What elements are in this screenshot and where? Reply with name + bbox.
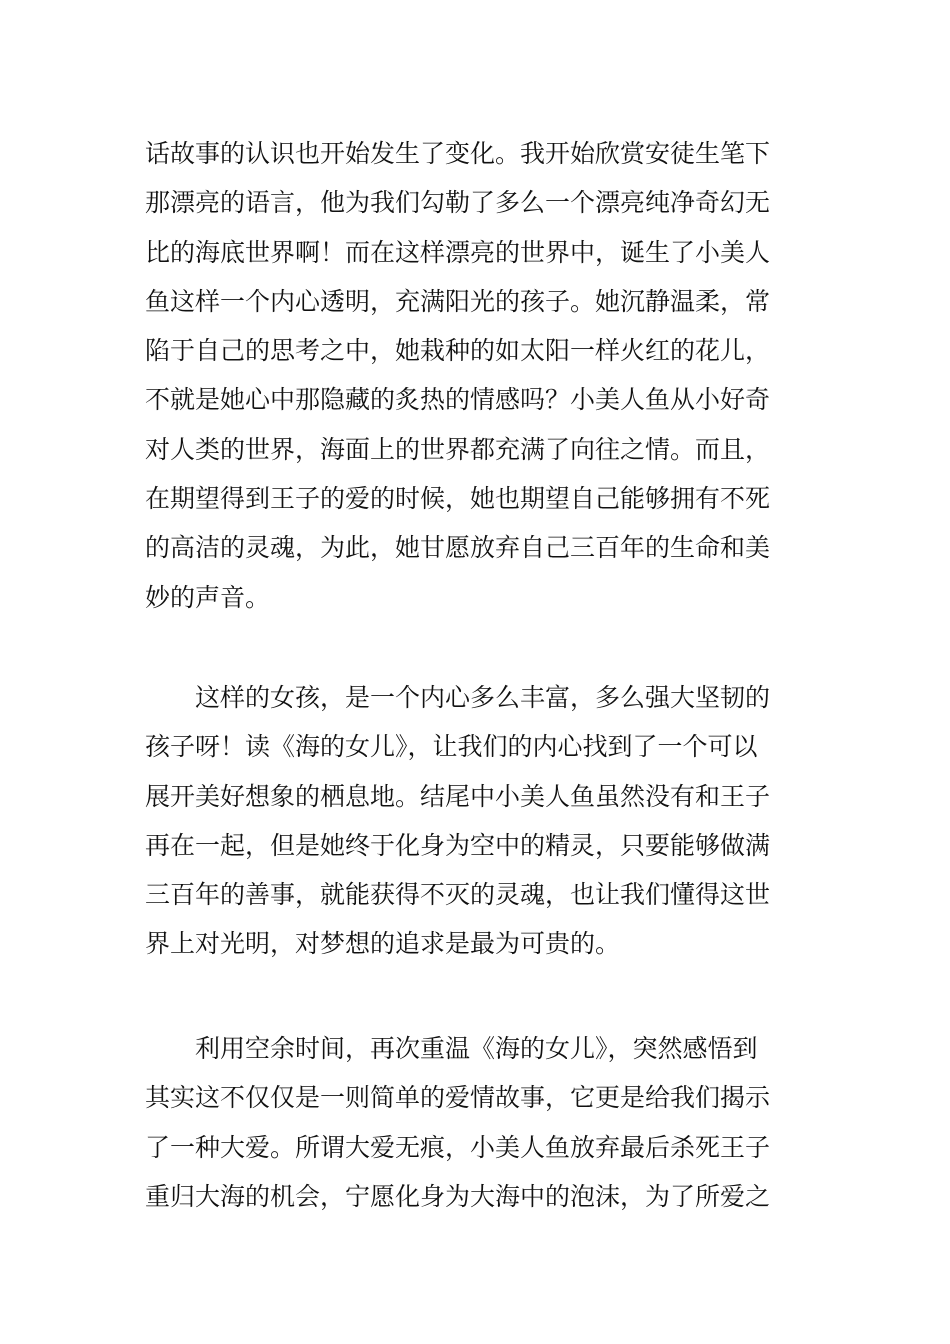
text-line: 陷于自己的思考之中，她栽种的如太阳一样火红的花儿， <box>145 336 771 366</box>
text-line: 妙的声音。 <box>145 582 271 612</box>
text-line: 孩子呀！读《海的女儿》，让我们的内心找到了一个可以 <box>145 732 758 762</box>
text-line: 对人类的世界，海面上的世界都充满了向往之情。而且， <box>145 434 771 464</box>
text-line: 了一种大爱。所谓大爱无痕，小美人鱼放弃最后杀死王子 <box>145 1132 771 1162</box>
text-line: 三百年的善事，就能获得不灭的灵魂，也让我们懂得这世 <box>145 880 771 910</box>
text-line: 比的海底世界啊！而在这样漂亮的世界中，诞生了小美人 <box>145 237 771 267</box>
text-line: 界上对光明，对梦想的追求是最为可贵的。 <box>145 929 621 959</box>
text-line: 利用空余时间，再次重温《海的女儿》，突然感悟到 <box>145 1034 758 1063</box>
text-line: 鱼这样一个内心透明，充满阳光的孩子。她沉静温柔，常 <box>145 286 771 316</box>
text-line: 话故事的认识也开始发生了变化。我开始欣赏安徒生笔下 <box>145 139 771 168</box>
paragraph-2 <box>145 673 815 969</box>
paragraph-3 <box>145 1024 815 1221</box>
text-line: 在期望得到王子的爱的时候，她也期望自己能够拥有不死 <box>145 484 771 514</box>
text-line: 展开美好想象的栖息地。结尾中小美人鱼虽然没有和王子 <box>145 781 771 811</box>
text-line: 其实这不仅仅是一则简单的爱情故事，它更是给我们揭示 <box>145 1083 771 1113</box>
text-line: 的高洁的灵魂，为此，她甘愿放弃自己三百年的生命和美 <box>145 533 771 563</box>
text-line: 再在一起，但是她终于化身为空中的精灵，只要能够做满 <box>145 830 771 860</box>
paragraph-1 <box>145 129 815 622</box>
text-line: 重归大海的机会，宁愿化身为大海中的泡沫，为了所爱之 <box>145 1181 771 1211</box>
text-line: 不就是她心中那隐藏的炙热的情感吗？小美人鱼从小好奇 <box>145 385 771 415</box>
text-line: 那漂亮的语言，他为我们勾勒了多么一个漂亮纯净奇幻无 <box>145 188 771 218</box>
text-line: 这样的女孩，是一个内心多么丰富，多么强大坚韧的 <box>145 683 771 712</box>
